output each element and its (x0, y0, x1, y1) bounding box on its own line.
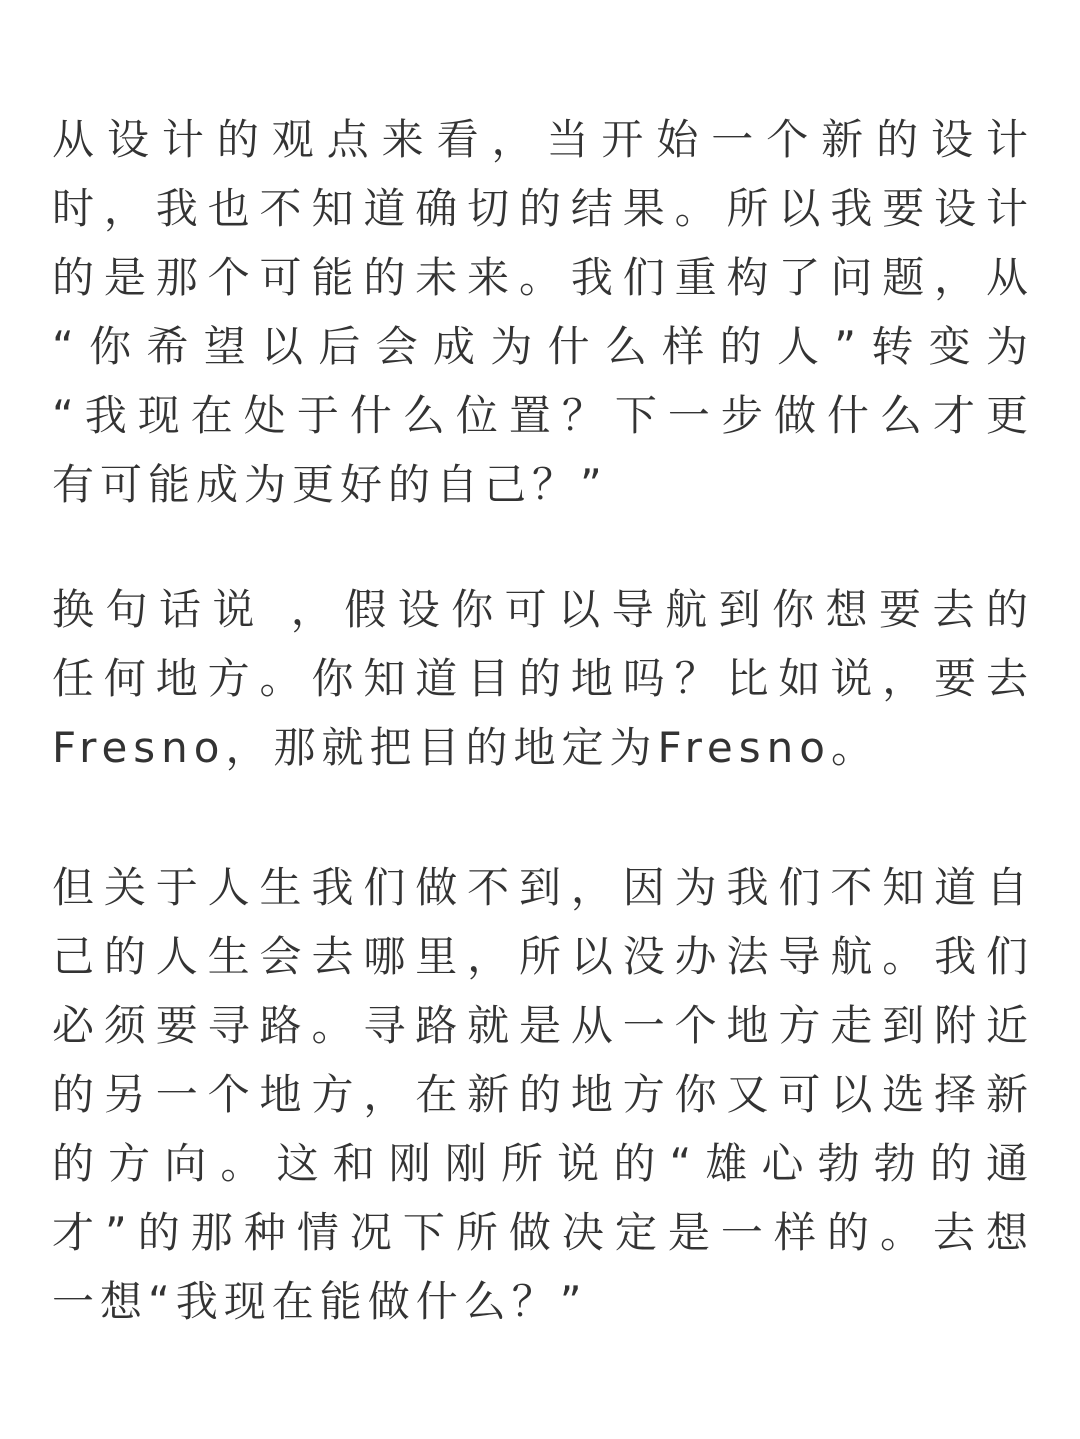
text-line: 才”的那种情况下所做决定是一样的。去想 (52, 1208, 1028, 1257)
text-line: 有可能成为更好的自己？” (52, 460, 608, 509)
text-line: 的是那个可能的未来。我们重构了问题，从 (52, 253, 1028, 302)
text-line: 己的人生会去哪里，所以没办法导航。我们 (52, 932, 1028, 981)
text-line: 从设计的观点来看，当开始一个新的设计 (52, 115, 1028, 164)
text-line: 必须要寻路。寻路就是从一个地方走到附近 (52, 1001, 1028, 1050)
text-line: 的方向。这和刚刚所说的“雄心勃勃的通 (52, 1139, 1028, 1188)
paragraph-wayfinding (52, 853, 1028, 1336)
text-line: Fresno，那就把目的地定为Fresno。 (52, 723, 879, 772)
text-line: “你希望以后会成为什么样的人”转变为 (52, 322, 1028, 371)
text-line: 任何地方。你知道目的地吗？比如说，要去 (52, 654, 1028, 703)
text-line: 一想“我现在能做什么？” (52, 1277, 588, 1326)
paragraph-design-viewpoint (52, 105, 1028, 519)
text-line: 的另一个地方，在新的地方你又可以选择新 (52, 1070, 1028, 1119)
paragraph-navigation (52, 575, 1028, 782)
text-line: 但关于人生我们做不到，因为我们不知道自 (52, 863, 1028, 912)
text-line: 时，我也不知道确切的结果。所以我要设计 (52, 184, 1028, 233)
text-line: “我现在处于什么位置？下一步做什么才更 (52, 391, 1028, 440)
text-line: 换句话说 ，假设你可以导航到你想要去的 (52, 585, 1028, 634)
